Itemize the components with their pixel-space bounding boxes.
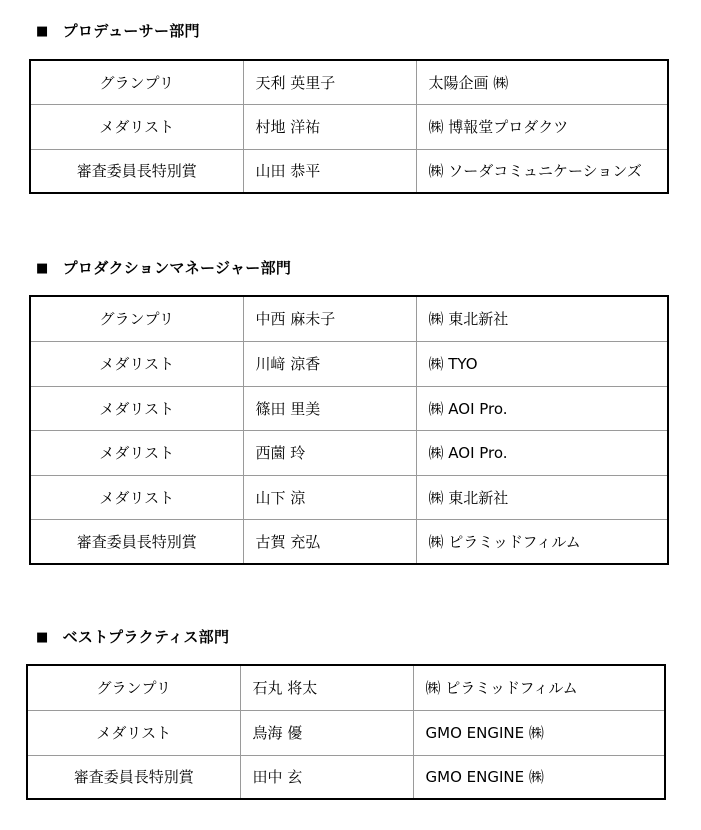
winner-name-cell: 田中 玄 xyxy=(240,755,413,799)
prize-cell: 審査委員長特別賞 xyxy=(27,755,240,799)
prize-cell: メダリスト xyxy=(30,386,243,430)
award-table-production-manager xyxy=(29,295,669,565)
prize-cell: メダリスト xyxy=(30,104,243,149)
table-row xyxy=(30,296,668,341)
winner-name-cell: 古賀 充弘 xyxy=(243,519,416,564)
prize-cell: グランプリ xyxy=(30,296,243,341)
prize-cell: 審査委員長特別賞 xyxy=(30,149,243,193)
company-cell: ㈱ 博報堂プロダクツ xyxy=(416,104,668,149)
table-row xyxy=(30,475,668,519)
company-cell: ㈱ AOI Pro. xyxy=(416,430,668,475)
section-title-text: プロデューサー部門 xyxy=(62,22,200,40)
square-bullet-icon: ■ xyxy=(36,24,49,39)
company-cell: ㈱ TYO xyxy=(416,341,668,386)
prize-cell: メダリスト xyxy=(30,341,243,386)
company-cell: GMO ENGINE ㈱ xyxy=(413,755,665,799)
winner-name-cell: 篠田 里美 xyxy=(243,386,416,430)
winner-name-cell: 鳥海 優 xyxy=(240,710,413,755)
award-table-producer xyxy=(29,59,669,194)
company-cell: ㈱ 東北新社 xyxy=(416,296,668,341)
table-row xyxy=(30,60,668,104)
winner-name-cell: 山田 恭平 xyxy=(243,149,416,193)
prize-cell: メダリスト xyxy=(30,475,243,519)
section-title-text: ベストプラクティス部門 xyxy=(62,628,230,646)
prize-cell: グランプリ xyxy=(27,665,240,710)
company-cell: ㈱ ピラミッドフィルム xyxy=(413,665,665,710)
table-row xyxy=(30,341,668,386)
company-cell: ㈱ 東北新社 xyxy=(416,475,668,519)
prize-cell: グランプリ xyxy=(30,60,243,104)
section-title-producer xyxy=(36,20,200,41)
prize-cell: 審査委員長特別賞 xyxy=(30,519,243,564)
winner-name-cell: 天利 英里子 xyxy=(243,60,416,104)
winner-name-cell: 中西 麻未子 xyxy=(243,296,416,341)
winner-name-cell: 川﨑 涼香 xyxy=(243,341,416,386)
company-cell: ㈱ AOI Pro. xyxy=(416,386,668,430)
winner-name-cell: 西薗 玲 xyxy=(243,430,416,475)
winner-name-cell: 石丸 将太 xyxy=(240,665,413,710)
winner-name-cell: 山下 涼 xyxy=(243,475,416,519)
company-cell: GMO ENGINE ㈱ xyxy=(413,710,665,755)
table-row xyxy=(30,386,668,430)
section-title-production-manager xyxy=(36,257,291,278)
prize-cell: メダリスト xyxy=(27,710,240,755)
prize-cell: メダリスト xyxy=(30,430,243,475)
table-row xyxy=(30,430,668,475)
table-row xyxy=(27,710,665,755)
winner-name-cell: 村地 洋祐 xyxy=(243,104,416,149)
table-row xyxy=(27,665,665,710)
table-row xyxy=(30,104,668,149)
table-row xyxy=(30,519,668,564)
company-cell: ㈱ ソーダコミュニケーションズ xyxy=(416,149,668,193)
square-bullet-icon: ■ xyxy=(36,630,49,645)
table-row xyxy=(30,149,668,193)
company-cell: ㈱ ピラミッドフィルム xyxy=(416,519,668,564)
square-bullet-icon: ■ xyxy=(36,261,49,276)
section-title-text: プロダクションマネージャー部門 xyxy=(62,259,292,277)
table-row xyxy=(27,755,665,799)
award-table-best-practice xyxy=(26,664,666,800)
section-title-best-practice xyxy=(36,626,229,647)
company-cell: 太陽企画 ㈱ xyxy=(416,60,668,104)
